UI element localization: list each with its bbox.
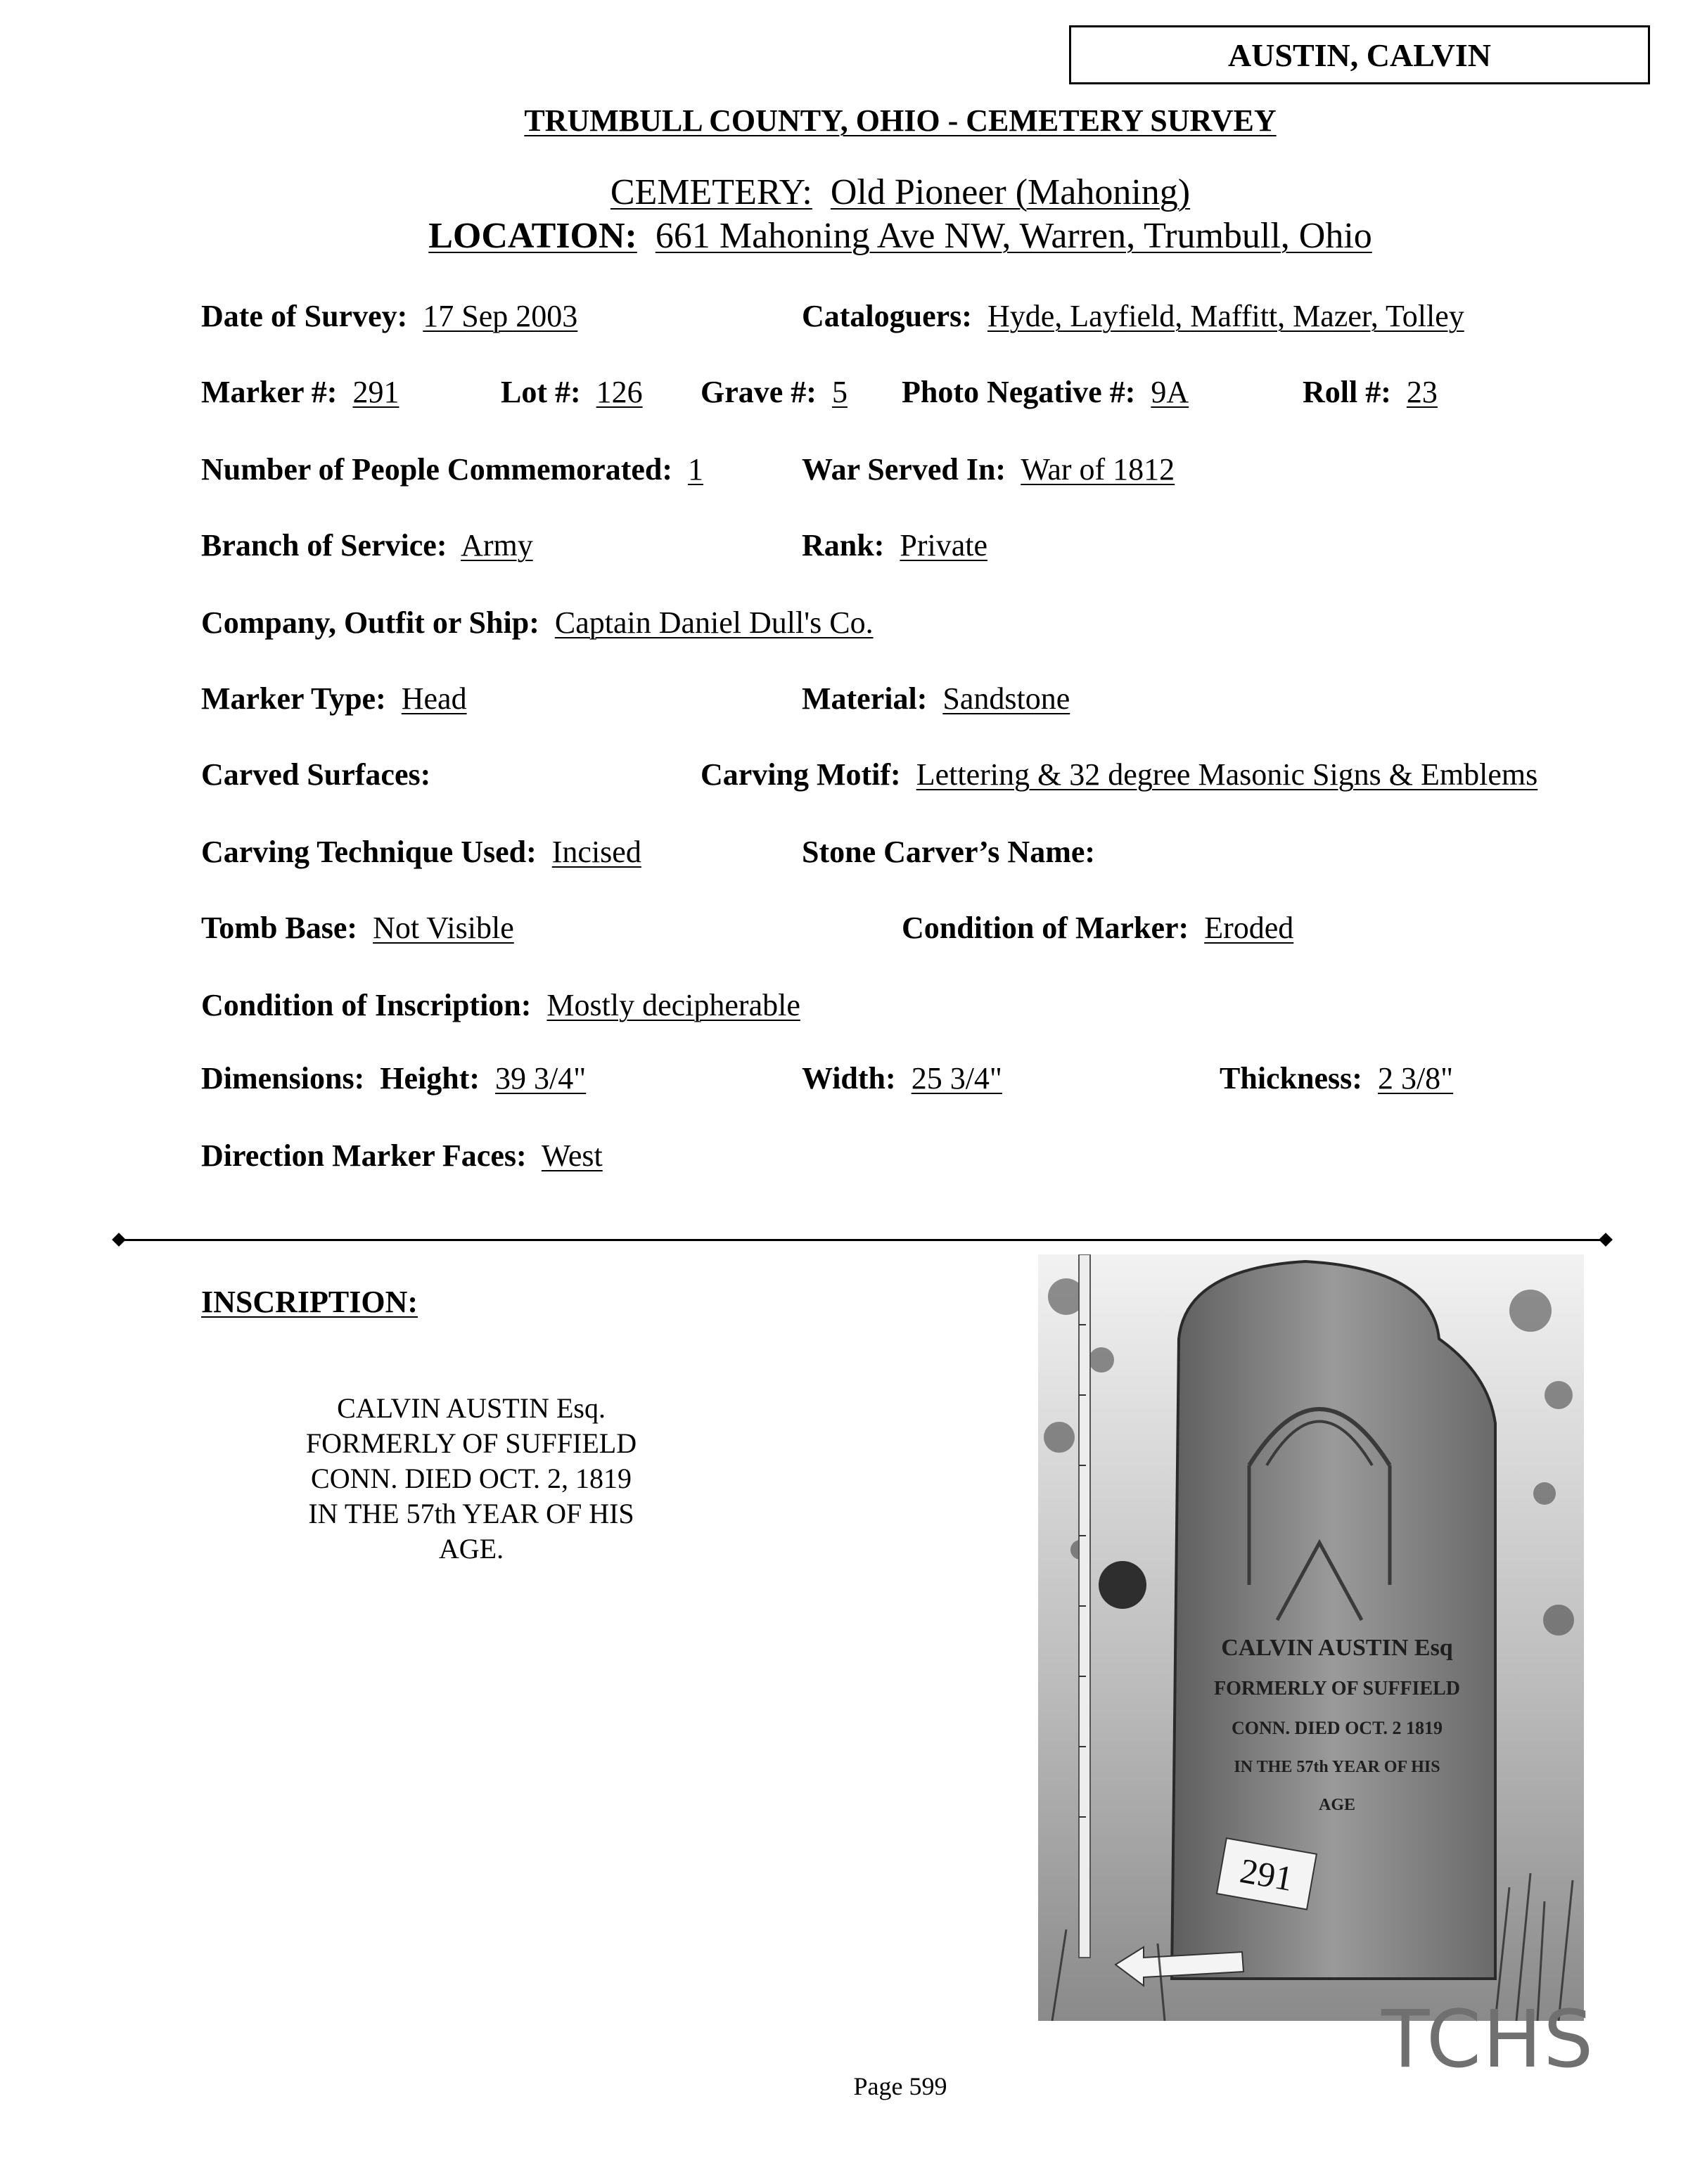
field-label: Photo Negative #: [902, 375, 1136, 409]
stone-lettering-line: FORMERLY OF SUFFIELD [1213, 1678, 1461, 1700]
field-label: Width: [802, 1061, 896, 1096]
field-label: Material: [802, 681, 928, 716]
field-value: 2 3/8" [1377, 1061, 1454, 1096]
field-label: Grave #: [701, 375, 817, 409]
tchs-watermark: TCHS [1381, 1994, 1595, 2086]
field-value: Hyde, Layfield, Maffitt, Mazer, Tolley [987, 299, 1464, 333]
field-label: Direction Marker Faces: [201, 1138, 527, 1173]
field-people-commemorated [201, 451, 703, 488]
location-line [0, 215, 1688, 257]
field-cataloguers [802, 298, 1464, 335]
field-width [802, 1060, 1002, 1097]
field-label: Lot #: [501, 375, 581, 409]
field-value: 17 Sep 2003 [423, 299, 578, 333]
field-value: 126 [596, 375, 643, 409]
field-label: Carved Surfaces: [201, 757, 431, 792]
field-value: War of 1812 [1021, 452, 1175, 487]
field-label: Roll #: [1303, 375, 1391, 409]
field-label: War Served In: [802, 452, 1006, 487]
page-number: Page 599 [853, 2072, 947, 2100]
field-value: Army [461, 528, 533, 563]
field-value: Eroded [1204, 911, 1294, 945]
inscription-text [267, 1391, 675, 1567]
cemetery-line [0, 172, 1688, 214]
field-direction-marker-faces [201, 1138, 603, 1174]
location-value: 661 Mahoning Ave NW, Warren, Trumbull, Ohio [655, 216, 1372, 256]
record-name: AUSTIN, CALVIN [1227, 37, 1492, 73]
location-label: LOCATION: [428, 216, 637, 256]
field-thickness [1220, 1060, 1453, 1097]
record-name-box [1069, 25, 1650, 84]
field-value: Captain Daniel Dull's Co. [554, 605, 874, 640]
inscription-line: CONN. DIED OCT. 2, 1819 [311, 1463, 632, 1494]
inscription-heading: INSCRIPTION: [201, 1285, 418, 1319]
field-value: 1 [688, 452, 704, 487]
field-value: Lettering & 32 degree Masonic Signs & Emblems [916, 757, 1538, 792]
field-label: Date of Survey: [201, 299, 408, 333]
field-label: Company, Outfit or Ship: [201, 605, 539, 640]
field-grave-number [701, 374, 848, 411]
field-value: 23 [1406, 375, 1438, 409]
field-value: Incised [551, 835, 641, 869]
field-value: West [541, 1138, 603, 1173]
field-marker-type [201, 681, 467, 717]
field-label: Carving Motif: [701, 757, 901, 792]
inscription-line: IN THE 57th YEAR OF HIS [308, 1498, 634, 1529]
field-value: 39 3/4" [495, 1061, 587, 1096]
field-carving-motif [701, 757, 1537, 793]
field-value: Sandstone [942, 681, 1070, 716]
field-company [201, 605, 874, 641]
stone-lettering-line: CALVIN AUSTIN Esq [1221, 1635, 1453, 1661]
field-value: Mostly decipherable [546, 988, 800, 1022]
field-label: Thickness: [1220, 1061, 1362, 1096]
gravestone-photo-art [1038, 1254, 1584, 2021]
field-value: 9A [1151, 375, 1189, 409]
inscription-line: AGE. [438, 1533, 504, 1565]
field-label: Height: [380, 1061, 480, 1096]
field-material [802, 681, 1070, 717]
survey-title: TRUMBULL COUNTY, OHIO - CEMETERY SURVEY [524, 103, 1277, 138]
dimensions-label: Dimensions: [201, 1061, 365, 1096]
field-value: 5 [831, 375, 848, 409]
field-branch-of-service [201, 527, 533, 564]
field-rank [802, 527, 987, 564]
field-marker-number [201, 374, 399, 411]
cemetery-value: Old Pioneer (Mahoning) [830, 172, 1191, 212]
field-value: Private [900, 528, 988, 563]
field-label: Branch of Service: [201, 528, 447, 563]
gravestone-photo [1038, 1254, 1584, 2021]
marker-number-tag: 291 [1236, 1850, 1296, 1899]
field-lot-number [501, 374, 643, 411]
field-carved-surfaces [201, 757, 438, 793]
field-photo-negative-number [902, 374, 1189, 411]
field-value: Not Visible [373, 911, 514, 945]
field-roll-number [1303, 374, 1438, 411]
field-label: Marker Type: [201, 681, 386, 716]
stone-lettering-line: AGE [1318, 1796, 1356, 1814]
field-condition-of-marker [902, 910, 1293, 946]
field-label: Carving Technique Used: [201, 835, 537, 869]
field-dimensions-height [201, 1060, 586, 1097]
field-label: Rank: [802, 528, 885, 563]
field-date-of-survey [201, 298, 577, 335]
field-label: Cataloguers: [802, 299, 972, 333]
field-label: Tomb Base: [201, 911, 358, 945]
field-carving-technique [201, 834, 641, 871]
stone-lettering-line: IN THE 57th YEAR OF HIS [1234, 1758, 1440, 1776]
field-value: 25 3/4" [911, 1061, 1002, 1096]
divider-left-diamond [112, 1233, 126, 1247]
field-label: Marker #: [201, 375, 338, 409]
field-tomb-base [201, 910, 514, 946]
cemetery-label: CEMETERY: [610, 172, 812, 212]
inscription-line: CALVIN AUSTIN Esq. [337, 1392, 606, 1424]
field-label: Condition of Inscription: [201, 988, 532, 1022]
inscription-line: FORMERLY OF SUFFIELD [305, 1427, 637, 1459]
field-stone-carver [802, 834, 1103, 871]
field-label: Stone Carver’s Name: [802, 835, 1096, 869]
field-war-served-in [802, 451, 1175, 488]
stone-lettering-line: CONN. DIED OCT. 2 1819 [1232, 1718, 1443, 1738]
field-label: Condition of Marker: [902, 911, 1189, 945]
field-value: 291 [352, 375, 399, 409]
section-divider [118, 1239, 1605, 1241]
field-label: Number of People Commemorated: [201, 452, 673, 487]
divider-right-diamond [1599, 1233, 1613, 1247]
field-condition-of-inscription [201, 987, 800, 1024]
field-value: Head [401, 681, 467, 716]
